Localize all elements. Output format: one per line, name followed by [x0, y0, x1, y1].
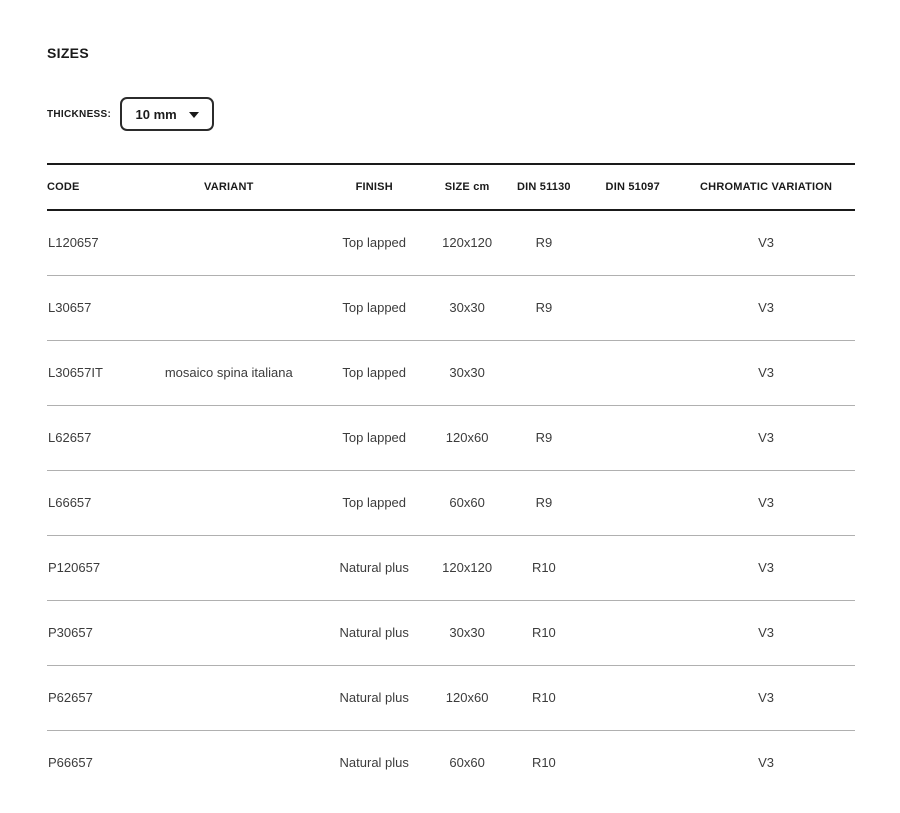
- thickness-row: [47, 97, 855, 131]
- column-header-din51130: DIN 51130: [516, 181, 571, 193]
- table-row: [47, 405, 855, 470]
- cell-din51097: [588, 210, 677, 275]
- cell-din51097: [588, 600, 677, 665]
- table-row: [47, 600, 855, 665]
- cell-code: L120657: [48, 235, 99, 251]
- cell-din51097: [588, 665, 677, 730]
- table-row: [47, 470, 855, 535]
- cell-din51130: R10: [531, 560, 556, 575]
- table-row: [47, 730, 855, 795]
- cell-code: L62657: [48, 430, 92, 445]
- cell-variant: [144, 405, 314, 470]
- cell-chromatic: V3: [758, 690, 775, 705]
- cell-variant: [144, 470, 314, 535]
- table-header-row: [47, 164, 855, 210]
- column-header-finish: FINISH: [355, 181, 393, 193]
- caret-down-icon: [189, 112, 199, 118]
- column-header-variant: VARIANT: [204, 181, 254, 193]
- cell-din51130: R10: [531, 625, 556, 640]
- cell-din51097: [588, 535, 677, 600]
- column-header-size: SIZE cm: [444, 181, 490, 193]
- cell-chromatic: V3: [758, 235, 775, 251]
- cell-chromatic: V3: [758, 300, 775, 315]
- cell-din51130: [499, 340, 588, 405]
- cell-variant: mosaico spina italiana: [164, 365, 293, 380]
- cell-variant: [144, 210, 314, 275]
- cell-din51097: [588, 730, 677, 795]
- cell-chromatic: V3: [758, 755, 775, 771]
- cell-din51130: R9: [535, 495, 553, 510]
- thickness-select[interactable]: [120, 97, 214, 131]
- thickness-selected-value: 10 mm: [135, 106, 177, 122]
- cell-finish: Natural plus: [339, 625, 409, 640]
- cell-chromatic: V3: [758, 495, 775, 510]
- cell-finish: Natural plus: [339, 560, 409, 575]
- cell-code: L30657IT: [48, 365, 103, 380]
- table-row: [47, 535, 855, 600]
- cell-finish: Top lapped: [342, 300, 407, 315]
- cell-code: P120657: [48, 560, 101, 575]
- cell-din51097: [588, 340, 677, 405]
- cell-finish: Top lapped: [342, 235, 407, 251]
- cell-din51097: [588, 275, 677, 340]
- cell-din51130: R10: [531, 690, 556, 705]
- cell-size: 30x30: [449, 300, 485, 315]
- cell-chromatic: V3: [758, 430, 775, 445]
- cell-size: 120x120: [442, 560, 493, 575]
- cell-din51130: R9: [535, 430, 553, 445]
- cell-din51130: R9: [535, 235, 553, 251]
- sizes-table: [47, 163, 855, 795]
- column-header-code: CODE: [47, 181, 80, 193]
- thickness-label: THICKNESS:: [47, 108, 112, 120]
- table-row: [47, 340, 855, 405]
- cell-din51097: [588, 405, 677, 470]
- cell-code: P66657: [48, 755, 93, 771]
- table-row: [47, 275, 855, 340]
- cell-chromatic: V3: [758, 625, 775, 640]
- cell-chromatic: V3: [758, 560, 775, 575]
- cell-size: 120x60: [445, 430, 489, 445]
- table-row: [47, 210, 855, 275]
- column-header-din51097: DIN 51097: [605, 181, 660, 193]
- table-body: [47, 210, 855, 795]
- cell-variant: [144, 600, 314, 665]
- cell-din51130: R10: [531, 755, 556, 771]
- cell-variant: [144, 275, 314, 340]
- cell-variant: [144, 730, 314, 795]
- cell-size: 30x30: [449, 625, 485, 640]
- cell-size: 120x120: [442, 235, 493, 251]
- table-head: [47, 164, 855, 210]
- cell-variant: [144, 535, 314, 600]
- column-header-chromatic: CHROMATIC VARIATION: [700, 181, 833, 193]
- table-row: [47, 665, 855, 730]
- cell-variant: [144, 665, 314, 730]
- page-title: SIZES: [47, 45, 89, 61]
- sizes-table-wrap: [47, 163, 855, 795]
- cell-size: 120x60: [445, 690, 489, 705]
- cell-din51130: R9: [535, 300, 553, 315]
- cell-finish: Natural plus: [339, 755, 409, 771]
- cell-chromatic: V3: [758, 365, 775, 380]
- cell-code: P62657: [48, 690, 93, 705]
- cell-finish: Top lapped: [342, 495, 407, 510]
- cell-size: 60x60: [449, 495, 485, 510]
- cell-din51097: [588, 470, 677, 535]
- cell-finish: Natural plus: [339, 690, 409, 705]
- cell-size: 30x30: [449, 365, 485, 380]
- cell-finish: Top lapped: [342, 365, 407, 380]
- cell-code: L30657: [48, 300, 92, 315]
- cell-code: P30657: [48, 625, 93, 640]
- cell-finish: Top lapped: [342, 430, 407, 445]
- cell-code: L66657: [48, 495, 92, 510]
- cell-size: 60x60: [449, 755, 485, 771]
